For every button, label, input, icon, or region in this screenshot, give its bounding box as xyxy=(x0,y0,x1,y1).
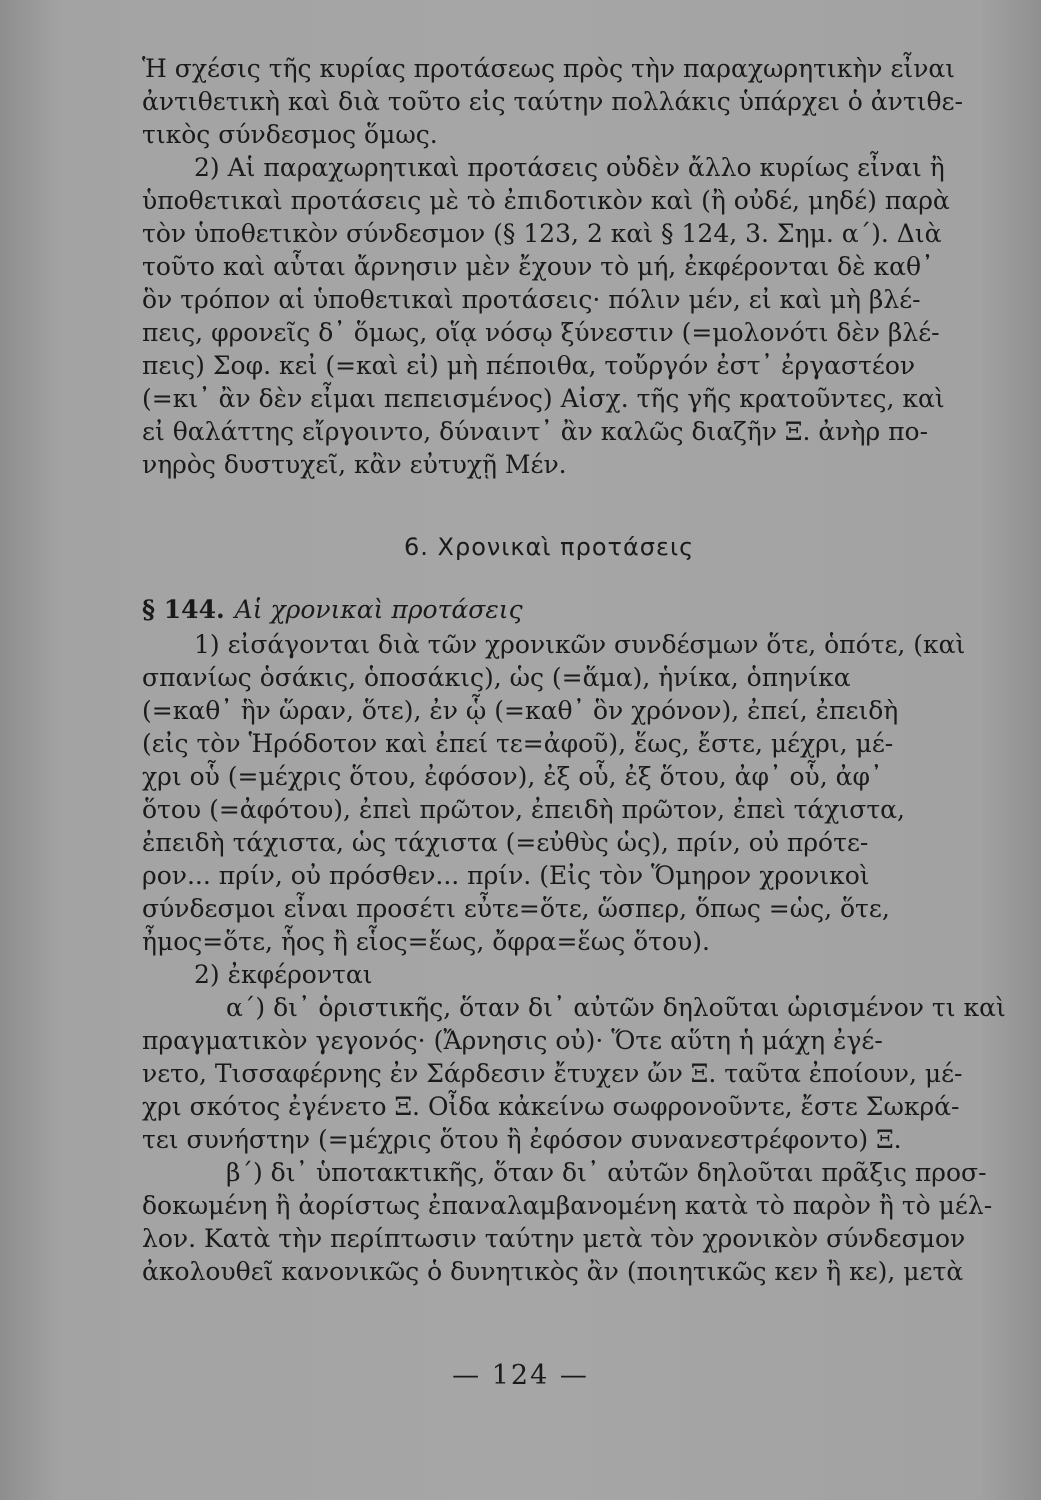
text-line: ὅτου (=ἀφότου), ἐπεὶ πρῶτον, ἐπειδὴ πρῶτον, ἐπεὶ τάχιστα, xyxy=(142,795,905,824)
text-line: ἀκολουθεῖ κανονικῶς ὁ δυνητικὸς ἂν (ποιητικῶς κεν ἢ κε), μετὰ xyxy=(142,1257,964,1286)
page-number: — 124 — xyxy=(452,1360,589,1391)
text-line: ἦμος=ὅτε, ἧος ἢ εἷος=ἕως, ὄφρα=ἕως ὅτου). xyxy=(142,927,710,956)
text-line: (=καθ᾿ ἣν ὥραν, ὅτε), ἐν ᾧ (=καθ᾿ ὃν χρόνον), ἐπεί, ἐπειδὴ xyxy=(142,696,899,725)
chapter-heading: 6. Χρονικαὶ προτάσεις xyxy=(404,533,695,561)
text-line: σπανίως ὁσάκις, ὁποσάκις), ὡς (=ἅμα), ἡνίκα, ὁπηνίκα xyxy=(142,663,851,692)
text-line: τικὸς σύνδεσμος ὅμως. xyxy=(142,120,438,149)
text-line: λον. Κατὰ τὴν περίπτωσιν ταύτην μετὰ τὸν χρονικὸν σύνδεσμον xyxy=(142,1224,966,1253)
section-title: Αἱ χρονικαὶ προτάσεις xyxy=(234,595,523,624)
text-line: πραγματικὸν γεγονός· (Ἄρνησις οὐ)· Ὅτε αὕτη ἡ μάχη ἐγέ- xyxy=(142,1026,883,1055)
text-line: (=κι᾿ ἂν δὲν εἶμαι πεπεισμένος) Αἰσχ. τῆς γῆς κρατοῦντες, καὶ xyxy=(142,384,945,413)
text-line: τοῦτο καὶ αὗται ἄρνησιν μὲν ἔχουν τὸ μή, ἐκφέρονται δὲ καθ᾿ xyxy=(142,252,934,281)
text-line: σύνδεσμοι εἶναι προσέτι εὖτε=ὅτε, ὥσπερ, ὅπως =ὡς, ὅτε, xyxy=(142,894,890,923)
text-line: πεις, φρονεῖς δ᾿ ὅμως, οἵᾳ νόσῳ ξύνεστιν (=μολονότι δὲν βλέ- xyxy=(142,318,940,347)
text-line: χρι σκότος ἐγένετο Ξ. Οἶδα κἀκείνω σωφρονοῦντε, ἔστε Σωκρά- xyxy=(142,1092,960,1121)
text-line: πεις) Σοφ. κεἰ (=καὶ εἰ) μὴ πέποιθα, τοὔργόν ἐστ᾿ ἐργαστέον xyxy=(142,351,916,380)
text-line: Ἡ σχέσις τῆς κυρίας προτάσεως πρὸς τὴν παραχωρητικὴν εἶναι xyxy=(142,54,956,83)
text-line: 2) ἐκφέρονται xyxy=(194,960,373,989)
text-line: 1) εἰσάγονται διὰ τῶν χρονικῶν συνδέσμων ὅτε, ὁπότε, (καὶ xyxy=(194,630,966,659)
text-line: τὸν ὑποθετικὸν σύνδεσμον (§ 123, 2 καὶ § 124, 3. Σημ. α΄). Διὰ xyxy=(142,219,942,248)
text-line: εἰ θαλάττης εἴργοιντο, δύναιντ᾿ ἂν καλῶς διαζῆν Ξ. ἀνὴρ πο- xyxy=(142,417,929,446)
text-line: ὑποθετικαὶ προτάσεις μὲ τὸ ἐπιδοτικὸν καὶ (ἢ οὐδέ, μηδέ) παρὰ xyxy=(142,186,950,215)
text-line: β΄) δι᾿ ὑποτακτικῆς, ὅταν δι᾿ αὐτῶν δηλοῦται πρᾶξις προσ- xyxy=(226,1158,987,1187)
text-line: (εἰς τὸν Ἡρόδοτον καὶ ἐπεί τε=ἀφοῦ), ἕως, ἔστε, μέχρι, μέ- xyxy=(142,729,894,758)
text-line: ἐπειδὴ τάχιστα, ὡς τάχιστα (=εὐθὺς ὡς), πρίν, οὐ πρότε- xyxy=(142,828,869,857)
section-heading xyxy=(142,592,1017,628)
text-line: ἀντιθετικὴ καὶ διὰ τοῦτο εἰς ταύτην πολλάκις ὑπάρχει ὁ ἀντιθε- xyxy=(142,87,963,116)
body-text xyxy=(142,52,1017,1288)
text-line: δοκωμένη ἢ ἀορίστως ἐπαναλαμβανομένη κατὰ τὸ παρὸν ἢ τὸ μέλ- xyxy=(142,1191,993,1220)
text-line: ὃν τρόπον αἱ ὑποθετικαὶ προτάσεις· πόλιν μέν, εἰ καὶ μὴ βλέ- xyxy=(142,285,921,314)
text-line: α΄) δι᾿ ὁριστικῆς, ὅταν δι᾿ αὐτῶν δηλοῦται ὡρισμένον τι καὶ xyxy=(226,993,1006,1022)
text-line: ρον... πρίν, οὐ πρόσθεν... πρίν. (Εἰς τὸν Ὅμηρον χρονικοὶ xyxy=(142,861,870,890)
text-line: χρι οὗ (=μέχρις ὅτου, ἐφόσον), ἐξ οὗ, ἐξ ὅτου, ἀφ᾿ οὗ, ἀφ᾿ xyxy=(142,762,883,791)
text-line: νηρὸς δυστυχεῖ, κἂν εὐτυχῇ Μέν. xyxy=(142,450,567,479)
text-line: 2) Αἱ παραχωρητικαὶ προτάσεις οὐδὲν ἄλλο κυρίως εἶναι ἢ xyxy=(194,153,945,182)
text-line: νετο, Τισσαφέρνης ἐν Σάρδεσιν ἔτυχεν ὤν Ξ. ταῦτα ἐποίουν, μέ- xyxy=(142,1059,963,1088)
section-number: § 144. xyxy=(142,595,225,624)
text-line: τει συνήστην (=μέχρις ὅτου ἢ ἐφόσον συνανεστρέφοντο) Ξ. xyxy=(142,1125,902,1154)
